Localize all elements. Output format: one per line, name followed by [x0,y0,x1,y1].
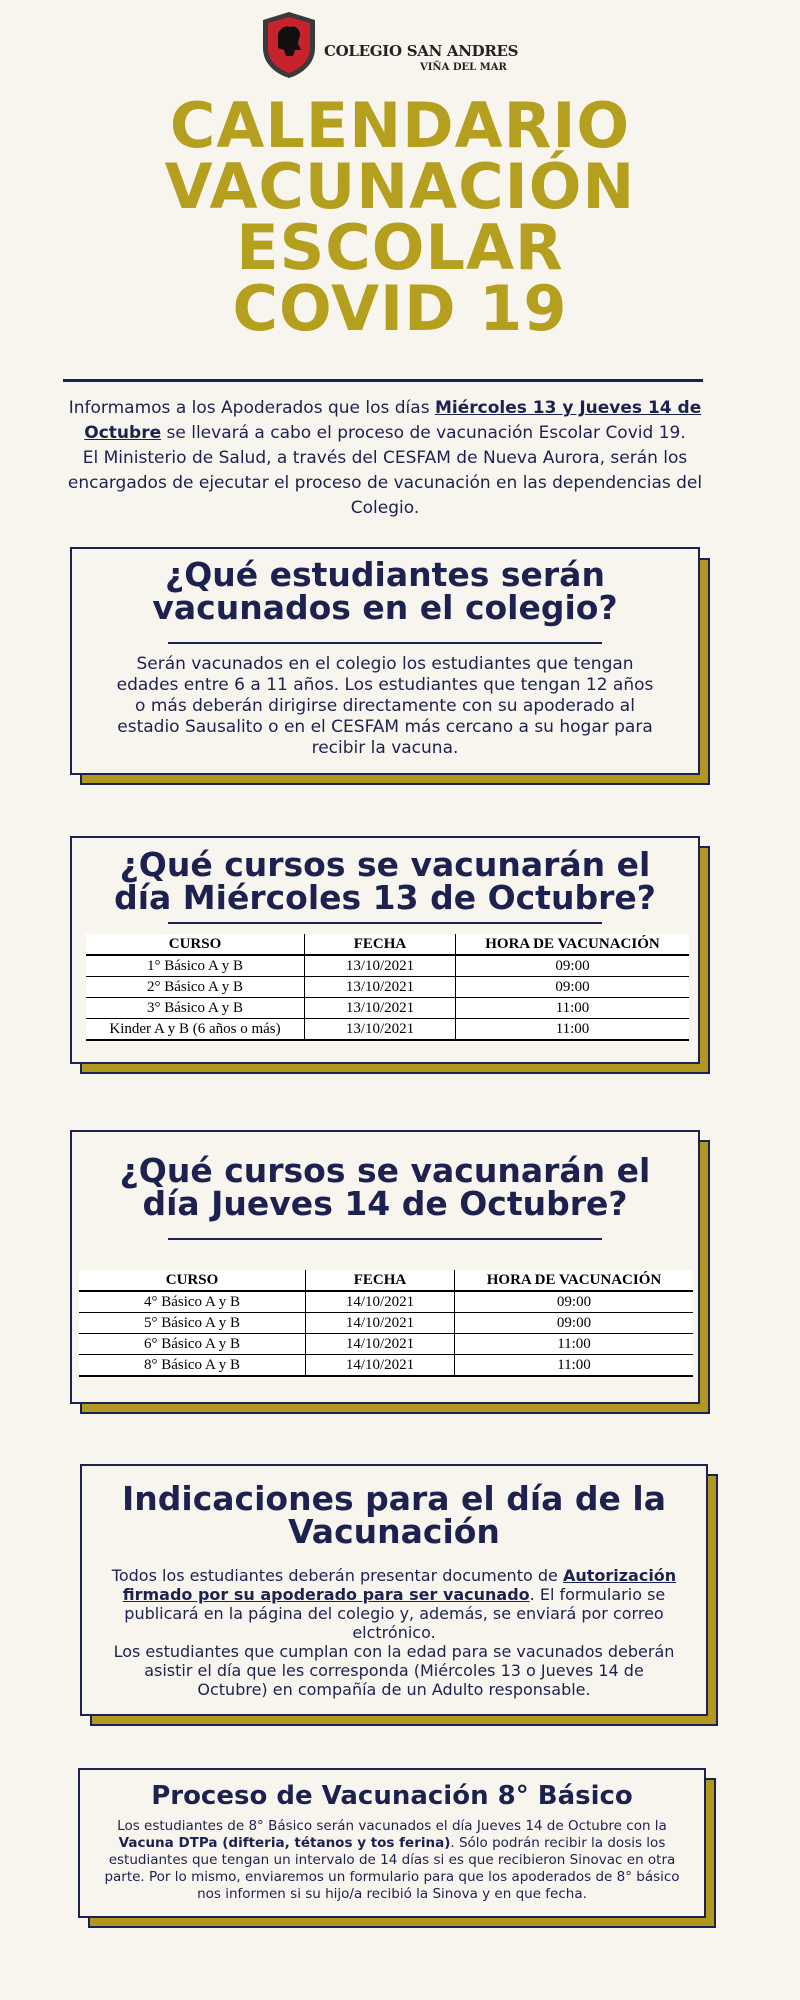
intro-post: se llevará a cabo el proceso de vacunación Escolar Covid 19. [161,423,686,443]
cell-date: 13/10/2021 [305,977,456,998]
indications-body [82,1548,706,1699]
students-title: ¿Qué estudiantes serán vacunados en el colegio? [152,555,618,627]
column-header: HORA DE VACUNACIÓN [456,934,690,955]
table-row [79,1355,693,1377]
school-city: VIÑA DEL MAR [420,62,507,73]
title-line: COVID 19 [232,272,568,345]
title-line: VACUNACIÓN [164,150,636,223]
thursday-title: ¿Qué cursos se vacunarán el día Jueves 14 de Octubre? [119,1151,651,1223]
school-logo [258,8,519,80]
table-row [86,955,689,977]
cell-time: 09:00 [456,955,690,977]
eighth-post: . Sólo podrán recibir la dosis los estudiantes que tengan un intervalo de 14 días si es que recibieron Sinovac en otra parte. Por lo mismo, enviaremos un formulario para que los apoderados de 8° básico nos informen si su hijo/a recibió la Sinova y en que fecha. [104,1835,680,1902]
students-body: Serán vacunados en el colegio los estudiantes que tengan edades entre 6 a 11 años. Los estudiantes que tengan 12 años o más deberán dirigirse directamente con su apoderado al estadio Sausalito o en el CESFAM más cercano a su hogar para recibir la vacuna. [116,654,654,758]
cell-course: 1° Básico A y B [86,955,305,977]
school-shield-icon [260,10,318,80]
table-row [79,1313,693,1334]
thursday-card [70,1130,700,1404]
title-line: CALENDARIO [169,89,631,162]
cell-course: 8° Básico A y B [79,1355,306,1377]
eighth-vaccine: Vacuna DTPa (difteria, tétanos y tos ferina) [118,1835,451,1851]
indications-card [80,1464,708,1716]
page-title [0,89,800,345]
column-header: FECHA [305,934,456,955]
cell-date: 13/10/2021 [305,998,456,1019]
cell-time: 11:00 [455,1334,694,1355]
intro-line2: El Ministerio de Salud, a través del CESFAM de Nueva Aurora, serán los encargados de ejecutar el proceso de vacunación en las dependencias del Colegio. [67,448,703,518]
column-header: FECHA [306,1270,455,1291]
title-line: ESCOLAR [236,211,564,284]
cell-course: 6° Básico A y B [79,1334,306,1355]
intro-dates: Miércoles 13 y Jueves 14 de Octubre [84,398,702,443]
eighth-pre: Los estudiantes de 8° Básico serán vacunados el día Jueves 14 de Octubre con la [117,1818,667,1834]
table-row [86,977,689,998]
cell-time: 09:00 [456,977,690,998]
cell-time: 11:00 [456,998,690,1019]
cell-course: 2° Básico A y B [86,977,305,998]
eighth-grade-body [80,1810,704,1903]
cell-date: 14/10/2021 [306,1355,455,1377]
table-row [79,1334,693,1355]
table-row [86,1019,689,1041]
students-card [70,547,700,775]
indications-title: Indicaciones para el día de la Vacunación [122,1479,666,1551]
column-header: HORA DE VACUNACIÓN [455,1270,694,1291]
card-divider [168,922,602,924]
cell-time: 11:00 [455,1355,694,1377]
school-name: COLEGIO SAN ANDRES [324,42,519,60]
cell-course: 4° Básico A y B [79,1291,306,1313]
title-divider [63,379,703,382]
table-row [86,998,689,1019]
cell-course: 5° Básico A y B [79,1313,306,1334]
table-header-row [79,1270,693,1291]
cell-date: 14/10/2021 [306,1313,455,1334]
authorization-link[interactable]: Autorización firmado por su apoderado para ser vacunado [122,1566,677,1604]
wednesday-title: ¿Qué cursos se vacunarán el día Miércoles 13 de Octubre? [114,845,656,917]
column-header: CURSO [79,1270,306,1291]
card-divider [168,1238,602,1240]
cell-time: 11:00 [456,1019,690,1041]
indications-pre: Todos los estudiantes deberán presentar documento de [111,1566,563,1585]
cell-course: 3° Básico A y B [86,998,305,1019]
wednesday-card [70,836,700,1064]
intro-text [60,396,710,521]
thursday-schedule-table [79,1270,693,1377]
cell-date: 14/10/2021 [306,1334,455,1355]
table-header-row [86,934,689,955]
eighth-grade-title: Proceso de Vacunación 8° Básico [151,1781,633,1811]
indications-post: . El formulario se publicará en la página del colegio y, además, se enviará por correo elctrónico. [124,1585,666,1642]
cell-time: 09:00 [455,1291,694,1313]
eighth-grade-card [78,1768,706,1918]
cell-date: 14/10/2021 [306,1291,455,1313]
cell-course: Kinder A y B (6 años o más) [86,1019,305,1041]
cell-time: 09:00 [455,1313,694,1334]
column-header: CURSO [86,934,305,955]
intro-pre: Informamos a los Apoderados que los días [68,398,435,418]
table-row [79,1291,693,1313]
wednesday-schedule-table [86,934,689,1041]
cell-date: 13/10/2021 [305,1019,456,1041]
indications-line2: Los estudiantes que cumplan con la edad para se vacunados deberán asistir el día que les corresponda (Miércoles 13 o Jueves 14 de Octubre) en compañía de un Adulto responsable. [113,1642,675,1699]
cell-date: 13/10/2021 [305,955,456,977]
